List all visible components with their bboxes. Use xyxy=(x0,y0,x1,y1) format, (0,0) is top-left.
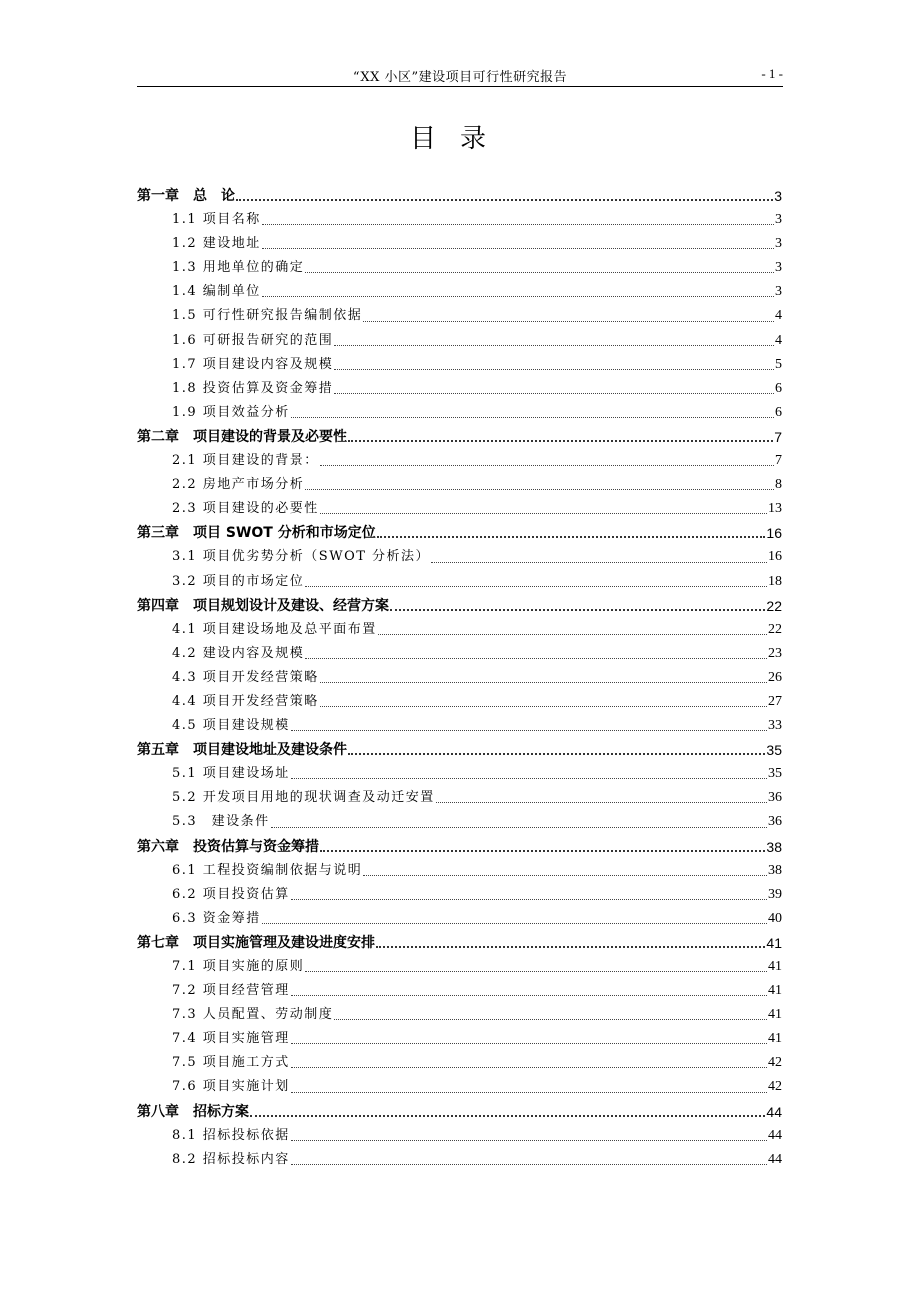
toc-entry-page-number: 36 xyxy=(768,814,782,830)
toc-dot-leader xyxy=(390,607,765,611)
toc-entry-label: 1.4 编制单位 xyxy=(172,284,261,300)
toc-entry-label: 1.9 项目效益分析 xyxy=(172,404,290,420)
toc-section-entry[interactable] xyxy=(137,304,782,328)
toc-entry-page-number: 6 xyxy=(775,380,782,396)
toc-entry-label: 4.5 项目建设规模 xyxy=(172,718,290,734)
table-of-contents xyxy=(137,184,782,1172)
toc-dot-leader xyxy=(262,294,774,297)
toc-entry-label: 第二章 项目建设的背景及必要性 xyxy=(137,428,347,445)
toc-entry-label: 2.2 房地产市场分析 xyxy=(172,477,305,493)
toc-entry-label: 1.2 建设地址 xyxy=(172,236,261,252)
toc-section-entry[interactable] xyxy=(137,1124,782,1148)
toc-section-entry[interactable] xyxy=(137,208,782,232)
toc-entry-label: 第八章 招标方案 xyxy=(137,1103,249,1120)
toc-dot-leader xyxy=(291,728,767,731)
header-page-number: - 1 - xyxy=(761,66,783,81)
toc-dot-leader xyxy=(320,463,774,466)
toc-entry-page-number: 35 xyxy=(768,766,782,782)
toc-entry-page-number: 3 xyxy=(775,212,782,228)
toc-section-entry[interactable] xyxy=(137,377,782,401)
toc-section-entry[interactable] xyxy=(137,690,782,714)
toc-entry-page-number: 3 xyxy=(774,188,782,204)
toc-section-entry[interactable] xyxy=(137,1003,782,1027)
toc-section-entry[interactable] xyxy=(137,642,782,666)
toc-entry-label: 1.7 项目建设内容及规模 xyxy=(172,356,334,372)
toc-entry-label: 7.2 项目经营管理 xyxy=(172,983,290,999)
toc-entry-page-number: 4 xyxy=(775,332,782,348)
toc-dot-leader xyxy=(334,367,774,370)
toc-entry-label: 第六章 投资估算与资金筹措 xyxy=(137,838,319,855)
toc-entry-label: 7.1 项目实施的原则 xyxy=(172,959,305,974)
toc-dot-leader xyxy=(334,343,774,346)
toc-dot-leader xyxy=(291,1065,767,1068)
toc-entry-label: 第三章 项目 SWOT 分析和市场定位 xyxy=(137,525,376,542)
toc-dot-leader xyxy=(250,1113,765,1117)
toc-entry-label: 5.2 开发项目用地的现状调查及动迁安置 xyxy=(172,790,435,806)
toc-entry-page-number: 3 xyxy=(775,260,782,276)
toc-dot-leader xyxy=(320,848,765,852)
toc-entry-label: 1.6 可研报告研究的范围 xyxy=(172,332,334,348)
toc-section-entry[interactable] xyxy=(137,570,782,594)
toc-dot-leader xyxy=(320,704,767,707)
toc-section-entry[interactable] xyxy=(137,714,782,738)
toc-entry-page-number: 38 xyxy=(768,862,782,878)
toc-entry-label: 第一章 总 论 xyxy=(137,188,235,204)
toc-dot-leader xyxy=(236,197,773,201)
toc-section-entry[interactable] xyxy=(137,955,782,979)
toc-chapter-entry[interactable] xyxy=(137,425,782,449)
header-title: “XX 小区”建设项目可行性研究报告 xyxy=(352,70,568,85)
toc-entry-label: 7.6 项目实施计划 xyxy=(172,1079,290,1095)
toc-dot-leader xyxy=(320,680,767,683)
toc-dot-leader xyxy=(291,993,767,996)
toc-entry-label: 第四章 项目规划设计及建设、经营方案 xyxy=(137,597,389,614)
toc-entry-page-number: 41 xyxy=(768,1031,782,1047)
toc-entry-page-number: 33 xyxy=(768,718,782,734)
toc-entry-label: 6.1 工程投资编制依据与说明 xyxy=(172,862,363,878)
toc-section-entry[interactable] xyxy=(137,907,782,931)
toc-dot-leader xyxy=(305,270,774,273)
toc-entry-label: 5.3 建设条件 xyxy=(172,814,270,830)
toc-chapter-entry[interactable] xyxy=(137,184,782,208)
toc-section-entry[interactable] xyxy=(137,473,782,497)
toc-dot-leader xyxy=(431,560,767,563)
toc-heading: 目录 xyxy=(409,124,510,154)
toc-dot-leader xyxy=(291,1090,767,1093)
toc-dot-leader xyxy=(271,825,767,828)
toc-entry-label: 1.8 投资估算及资金筹措 xyxy=(172,380,334,396)
toc-entry-page-number: 44 xyxy=(768,1151,782,1167)
toc-section-entry[interactable] xyxy=(137,979,782,1003)
toc-entry-label: 4.3 项目开发经营策略 xyxy=(172,669,319,685)
toc-chapter-entry[interactable] xyxy=(137,521,782,545)
toc-section-entry[interactable] xyxy=(137,280,782,304)
toc-entry-page-number: 5 xyxy=(775,356,782,372)
page-header xyxy=(137,64,783,87)
toc-section-entry[interactable] xyxy=(137,353,782,377)
toc-entry-page-number: 7 xyxy=(774,428,782,445)
toc-entry-page-number: 26 xyxy=(768,669,782,685)
toc-entry-page-number: 38 xyxy=(766,838,782,855)
toc-dot-leader xyxy=(334,1017,767,1020)
toc-entry-page-number: 22 xyxy=(766,597,782,614)
toc-entry-label: 7.4 项目实施管理 xyxy=(172,1031,290,1047)
toc-dot-leader xyxy=(363,873,767,876)
toc-section-entry[interactable] xyxy=(137,1027,782,1051)
toc-entry-page-number: 42 xyxy=(768,1055,782,1071)
toc-entry-page-number: 41 xyxy=(768,1007,782,1023)
toc-entry-page-number: 23 xyxy=(768,645,782,661)
toc-dot-leader xyxy=(348,751,765,755)
toc-section-entry[interactable] xyxy=(137,618,782,642)
toc-section-entry[interactable] xyxy=(137,859,782,883)
toc-entry-label: 1.1 项目名称 xyxy=(172,212,261,228)
toc-dot-leader xyxy=(262,921,767,924)
toc-chapter-entry[interactable] xyxy=(137,835,782,859)
toc-section-entry[interactable] xyxy=(137,256,782,280)
toc-entry-page-number: 27 xyxy=(768,693,782,709)
toc-entry-page-number: 18 xyxy=(768,573,782,589)
toc-section-entry[interactable] xyxy=(137,786,782,810)
toc-dot-leader xyxy=(348,438,773,442)
toc-entry-label: 6.3 资金筹措 xyxy=(172,910,261,926)
toc-entry-page-number: 16 xyxy=(768,549,782,565)
toc-dot-leader xyxy=(305,584,767,587)
toc-entry-label: 7.5 项目施工方式 xyxy=(172,1055,290,1071)
toc-entry-label: 7.3 人员配置、劳动制度 xyxy=(172,1007,334,1023)
toc-dot-leader xyxy=(334,391,774,394)
toc-entry-page-number: 6 xyxy=(775,404,782,420)
toc-entry-label: 8.1 招标投标依据 xyxy=(172,1127,290,1143)
toc-dot-leader xyxy=(291,415,774,418)
toc-entry-label: 4.2 建设内容及规模 xyxy=(172,645,305,661)
toc-entry-page-number: 8 xyxy=(775,477,782,493)
toc-dot-leader xyxy=(320,511,767,514)
toc-section-entry[interactable] xyxy=(137,1075,782,1099)
toc-section-entry[interactable] xyxy=(137,762,782,786)
toc-dot-leader xyxy=(262,246,774,249)
toc-entry-label: 第七章 项目实施管理及建设进度安排 xyxy=(137,934,375,951)
toc-section-entry[interactable] xyxy=(137,666,782,690)
toc-dot-leader xyxy=(305,656,767,659)
toc-entry-page-number: 42 xyxy=(768,1079,782,1095)
toc-dot-leader xyxy=(378,632,767,635)
toc-entry-label: 1.3 用地单位的确定 xyxy=(172,260,305,276)
toc-dot-leader xyxy=(377,534,766,538)
toc-dot-leader xyxy=(291,776,767,779)
toc-entry-page-number: 36 xyxy=(768,790,782,806)
toc-entry-page-number: 41 xyxy=(768,959,782,974)
toc-section-entry[interactable] xyxy=(137,883,782,907)
toc-section-entry[interactable] xyxy=(137,232,782,256)
toc-entry-page-number: 44 xyxy=(768,1127,782,1143)
toc-entry-label: 第五章 项目建设地址及建设条件 xyxy=(137,742,347,759)
toc-section-entry[interactable] xyxy=(137,449,782,473)
toc-section-entry[interactable] xyxy=(137,1051,782,1075)
toc-dot-leader xyxy=(305,969,767,972)
toc-entry-page-number: 40 xyxy=(768,910,782,926)
toc-entry-label: 2.1 项目建设的背景： xyxy=(172,453,319,469)
toc-entry-label: 2.3 项目建设的必要性 xyxy=(172,501,319,517)
toc-chapter-entry[interactable] xyxy=(137,931,782,955)
toc-entry-page-number: 22 xyxy=(768,621,782,637)
toc-section-entry[interactable] xyxy=(137,401,782,425)
toc-entry-page-number: 4 xyxy=(775,308,782,324)
toc-entry-label: 6.2 项目投资估算 xyxy=(172,886,290,902)
toc-dot-leader xyxy=(376,944,765,948)
toc-dot-leader xyxy=(363,319,774,322)
toc-dot-leader xyxy=(291,1041,767,1044)
toc-dot-leader xyxy=(291,1138,767,1141)
toc-entry-page-number: 3 xyxy=(775,236,782,252)
toc-entry-label: 3.2 项目的市场定位 xyxy=(172,573,305,589)
toc-entry-label: 4.1 项目建设场地及总平面布置 xyxy=(172,621,377,637)
toc-section-entry[interactable] xyxy=(137,545,782,569)
toc-dot-leader xyxy=(262,222,774,225)
toc-entry-page-number: 35 xyxy=(766,742,782,759)
toc-entry-page-number: 39 xyxy=(768,886,782,902)
toc-section-entry[interactable] xyxy=(137,497,782,521)
toc-entry-page-number: 13 xyxy=(768,501,782,517)
toc-chapter-entry[interactable] xyxy=(137,738,782,762)
toc-entry-page-number: 16 xyxy=(766,525,782,542)
toc-entry-label: 1.5 可行性研究报告编制依据 xyxy=(172,308,363,324)
toc-entry-label: 4.4 项目开发经营策略 xyxy=(172,693,319,709)
toc-dot-leader xyxy=(291,1162,767,1165)
toc-chapter-entry[interactable] xyxy=(137,1100,782,1124)
toc-entry-page-number: 7 xyxy=(775,453,782,469)
toc-entry-page-number: 41 xyxy=(768,983,782,999)
toc-entry-label: 8.2 招标投标内容 xyxy=(172,1151,290,1167)
toc-entry-label: 5.1 项目建设场址 xyxy=(172,766,290,782)
toc-section-entry[interactable] xyxy=(137,1148,782,1172)
toc-entry-page-number: 44 xyxy=(766,1103,782,1120)
toc-section-entry[interactable] xyxy=(137,329,782,353)
toc-entry-label: 3.1 项目优劣势分析（SWOT 分析法） xyxy=(172,549,431,565)
toc-entry-page-number: 3 xyxy=(775,284,782,300)
toc-section-entry[interactable] xyxy=(137,810,782,834)
toc-dot-leader xyxy=(436,800,767,803)
toc-entry-page-number: 41 xyxy=(766,934,782,951)
toc-dot-leader xyxy=(305,487,774,490)
toc-chapter-entry[interactable] xyxy=(137,594,782,618)
toc-dot-leader xyxy=(291,897,767,900)
